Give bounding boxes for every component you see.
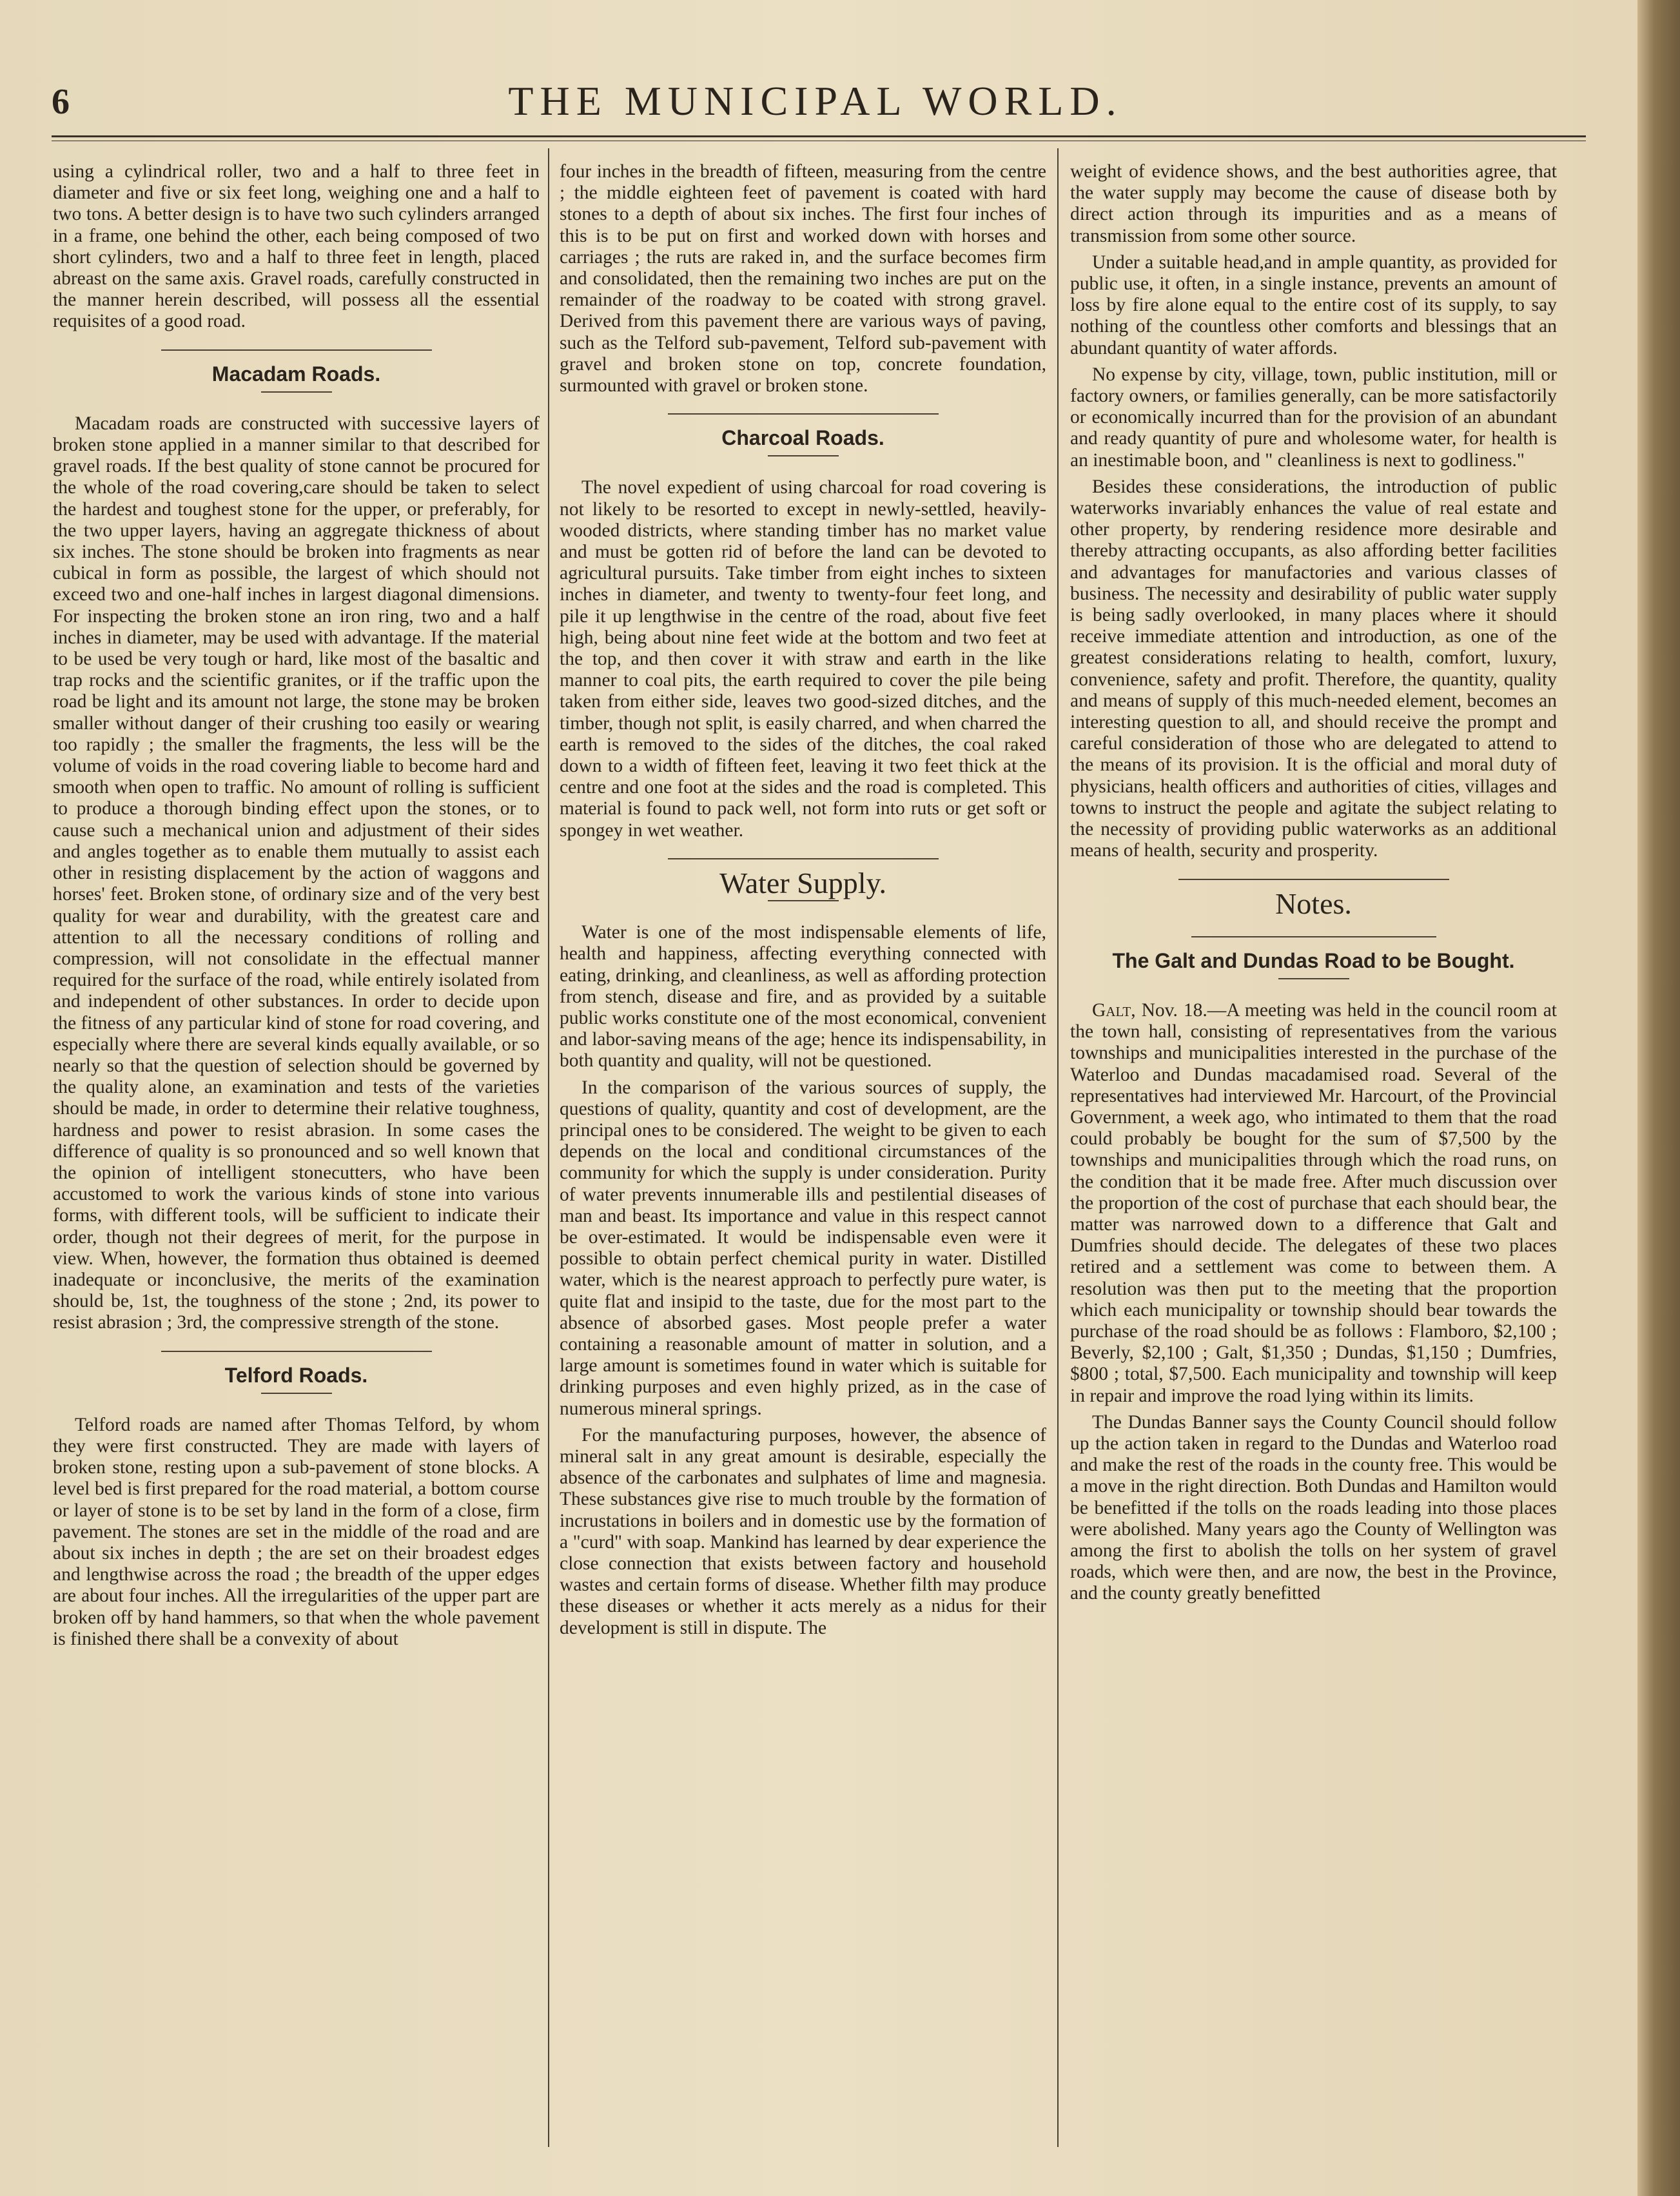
paragraph-water-7: Besides these considerations, the introduction of public waterworks invariably enhances the value of real estate and other property, by rendering residence more desirable and thereby attracting occupants, as also affording better facilities and advantages for manufactories and various classes of business. The necessity and desirability of public water supply is being sadly overlooked, in many places where it should receive immediate attention and introduction, as one of the greatest considerations relating to health, comfort, luxury, convenience, safety and profit. Therefore, the quantity, quality and means of supply of this much-needed element, becomes an interesting question to all, and should receive the prompt and careful consideration of those who are delegated to attend to the means of its provision. It is the official and moral duty of physicians, health officers and authorities of cities, villages and towns to instruct the people and agitate the subject relating to the necessity of providing public waterworks as an additional means of health, security and prosperity. bbox=[1070, 476, 1557, 861]
paragraph-charcoal: The novel expedient of using charcoal for road covering is not likely to be resorted to except in newly-settled, heavily-wooded districts, where standing timber has no market value and must be gotten rid of before the land can be devoted to agricultural pursuits. Take timber from eight inches to sixteen inches in diameter, and twenty to twenty-four feet long, and pile it up lengthwise in the centre of the road, about five feet high, being about nine feet wide at the bottom and two feet at the top, and then cover it with straw and earth in the like manner to coal pits, the earth required to cover the pile being taken from either side, leaves two good-sized ditches, and the timber, though not split, is easily charred, and when charred the earth is removed to the sides of the ditches, the coal raked down to a width of fifteen feet, leaving it two feet thick at the centre and one foot at the sides and the road is completed. This material is found to pack well, not form into ruts or get soft or spongey in wet weather. bbox=[560, 477, 1046, 841]
page-number: 6 bbox=[52, 82, 70, 122]
heading-underline bbox=[768, 900, 839, 901]
header-rule bbox=[52, 135, 1586, 137]
heading-telford-roads: Telford Roads. bbox=[224, 1363, 368, 1387]
paragraph-macadam: Macadam roads are constructed with successive layers of broken stone applied in a manner similar to that described for gravel roads. If the best quality of stone cannot be procured for the whole of the road covering,care should be taken to select the hardest and toughest stone for the upper, or preferably, for the two upper layers, having an aggregate thickness of about six inches. The stone should be broken into fragments as near cubical in form as possible, the largest of which should not exceed two and one-half inches in largest diagonal dimensions. For inspecting the broken stone an iron ring, two and a half inches in diameter, may be used with advantage. If the material to be used be very tough or hard, like most of the basaltic and trap rocks and the scientific granites, or if the traffic upon the road be light and its amount not large, the stone may be broken smaller without danger of their crushing too easily or wearing too rapidly ; the smaller the fragments, the less will be the volume of voids in the road covering liable to become hard and smooth when open to traffic. No amount of rolling is sufficient to produce a thorough binding effect upon the stones, or to cause such a mechanical union and adjustment of their sides and angles together as to enable them mutually to assist each other in resisting displacement by the action of waggons and horses' feet. Broken stone, of ordinary size and of the very best quality for wear and durability, with the greatest care and attention to all the necessary conditions of rolling and compression, will not consolidate in the effectual manner required for the surface of the road, while entirely isolated from and independent of other substances. In order to decide upon the fitness of any particular kind of stone for road covering, and especially where there are several kinds equally available, or so nearly so that the question of selection should be governed by the quality alone, an examination and tests of the varieties should be made, in order to determine their relative toughness, hardness and power to resist abrasion. In some cases the difference of quality is so pronounced and so well known that the opinion of intelligent stonecutters, who have been accustomed to work the various kinds of stone into various forms, with different tools, will be sufficient to indicate their order, though not their degrees of merit, for the purpose in view. When, however, the formation thus obtained is deemed inadequate or inconclusive, the merits of the examination should be, 1st, the toughness of the stone ; 2nd, its power to resist abrasion ; 3rd, the compressive strength of the stone. bbox=[53, 413, 540, 1333]
binding-edge bbox=[1637, 0, 1680, 2196]
paragraph-telford-cont: four inches in the breadth of fifteen, measuring from the centre ; the middle eighteen feet of pavement is coated with hard stones to a depth of about six inches. The first four inches of this is to be put on first and worked down with horses and carriages ; the ruts are raked in, and the surface becomes firm and consolidated, then the remaining two inches are put on the remainder of the roadway to be coated with strong gravel. Derived from this pavement there are various ways of paving, such as the Telford sub-pavement, Telford sub-pavement with gravel and broken stone on top, concrete foundation, surmounted with gravel or broken stone. bbox=[560, 161, 1046, 397]
paragraph-water-4: weight of evidence shows, and the best authorities agree, that the water supply may become the cause of disease both by direct action through its impurities and as a means of transmission from some other source. bbox=[1070, 161, 1557, 246]
column-divider bbox=[1057, 148, 1059, 2147]
heading-macadam-roads: Macadam Roads. bbox=[211, 362, 381, 386]
section-rule bbox=[668, 858, 939, 859]
heading-underline bbox=[1278, 978, 1349, 979]
heading-charcoal-roads: Charcoal Roads. bbox=[721, 426, 884, 450]
section-rule bbox=[161, 1351, 432, 1352]
paragraph-water-3: For the manufacturing purposes, however, the absence of mineral salt in any great amount is desirable, especially the absence of the carbonates and sulphates of lime and magnesia. These substances give rise to much trouble by the formation of incrustations in boilers and in domestic use by the formation of a "curd" with soap. Mankind has learned by dear experience the close connection that exists between factory and household wastes and certain forms of disease. Whether filth may produce these diseases or whether it acts merely as a nidus for their development is still in dispute. The bbox=[560, 1424, 1046, 1638]
paragraph-water-2: In the comparison of the various sources of supply, the questions of quality, quantity and cost of development, are the principal ones to be considered. The weight to be given to each depends on the local and conditional circumstances of the community for which the supply is under consideration. Purity of water prevents innumerable ills and pestilential diseases of man and beast. Its importance and value in this respect cannot be over-estimated. It would be indispensable even were it possible to obtain perfect chemical purity in water. Distilled water, which is the nearest approach to perfectly pure water, is quite flat and insipid to the taste, due for the most part to the absence of absorbed gases. Most people prefer a water containing a reasonable amount of matter in solution, and a large amount is sometimes found in water which is suitable for drinking purposes and even highly prized, as in the case of numerous mineral springs. bbox=[560, 1077, 1046, 1419]
section-rule bbox=[161, 349, 432, 351]
column-3 bbox=[1070, 161, 1557, 1610]
section-rule bbox=[1178, 879, 1449, 880]
heading-galt-dundas: The Galt and Dundas Road to be Bought. bbox=[1112, 948, 1515, 972]
column-2 bbox=[560, 161, 1046, 1644]
heading-underline bbox=[261, 1393, 332, 1394]
paragraph-galt-text: Nov. 18.—A meeting was held in the council room at the town hall, consisting of representatives from the various townships and municipalities interested in the purchase of the Waterloo and Dundas macadamised road. Several of the representatives had interviewed Mr. Harcourt, of the Provincial Government, a week ago, who intimated to them that the road could probably be bought for the sum of $7,500 by the townships and municipalities through which the road runs, on the condition that it be made free. After much discussion over the proportion of the cost of purchase that each should bear, the matter was narrowed down to a difference that Galt and Dumfries should decide. The delegates of these two places retired and a settlement was come to between them. A resolution was then put to the meeting that the proportion which each municipality or township should bear towards the purchase of the road should be as follows : Flamboro, $2,100 ; Beverly, $2,100 ; Galt, $1,350 ; Dundas, $1,150 ; Dumfries, $800 ; total, $7,500. Each municipality and township will keep in repair and improve the road lying within its limits. bbox=[1070, 999, 1557, 1406]
column-1 bbox=[53, 161, 540, 1655]
paragraph-banner: The Dundas Banner says the County Council should follow up the action taken in regard to the Dundas and Waterloo road and make the rest of the roads in the county free. This would be a move in the right direction. Both Dundas and Hamilton would be benefitted if the tolls on the roads leading into those places were abolished. Many years ago the County of Wellington was among the first to abolish the tolls on her system of gravel roads, which were then, and are now, the best in the Province, and the county greatly benefitted bbox=[1070, 1411, 1557, 1604]
paragraph-water-5: Under a suitable head,and in ample quantity, as provided for public use, it often, in a single instance, prevents an amount of loss by fire alone equal to the entire cost of its supply, to say nothing of the countless other comforts and blessings that an abundant quantity of water affords. bbox=[1070, 251, 1557, 358]
column-divider bbox=[548, 148, 549, 2147]
heading-underline bbox=[261, 391, 332, 393]
dateline: Galt, bbox=[1092, 999, 1136, 1021]
paragraph-water-6: No expense by city, village, town, public institution, mill or factory owners, or families generally, can be more satisfactorily or economically incurred than for the provision of an abundant and ready quantity of pure and wholesome water, for health is an inestimable boon, and " cleanliness is next to godliness." bbox=[1070, 364, 1557, 471]
paragraph-galt bbox=[1070, 1000, 1557, 1407]
page-header bbox=[45, 77, 1586, 135]
paragraph-telford: Telford roads are named after Thomas Telford, by whom they were first constructed. They are made with layers of broken stone, resting upon a sub-pavement of stone blocks. A level bed is first prepared for the road material, a bottom course or layer of stone is to be set by land in the form of a close, firm pavement. The stones are set in the middle of the road and are about six inches in depth ; the are set on their broadest edges and lengthwise across the road ; the breadth of the upper edges are about four inches. All the irregularities of the upper part are broken off by hand hammers, so that when the whole pavement is finished there shall be a convexity of about bbox=[53, 1414, 540, 1649]
section-rule bbox=[1191, 936, 1436, 937]
heading-underline bbox=[768, 455, 839, 456]
heading-notes: Notes. bbox=[1275, 887, 1352, 920]
paragraph-water-1: Water is one of the most indispensable elements of life, health and happiness, affecting everything connected with eating, drinking, and cleanliness, as well as affording protection from stench, disease and fire, and as provided by a suitable public works constitute one of the most economical, convenient and labor-saving means of the age; hence its indispensability, in both quantity and quality, will not be questioned. bbox=[560, 922, 1046, 1072]
masthead-title: THE MUNICIPAL WORLD. bbox=[508, 78, 1123, 124]
section-rule bbox=[668, 413, 939, 415]
heading-water-supply: Water Supply. bbox=[719, 866, 887, 899]
paragraph-gravel-end: using a cylindrical roller, two and a half to three feet in diameter and five or six feet long, weighing one and a half to two tons. A better design is to have two such cylinders arranged in a frame, one behind the other, each being composed of two short cylinders, two and a half to three feet in length, placed abreast on the same axis. Gravel roads, carefully constructed in the manner herein described, will possess all the essential requisites of a good road. bbox=[53, 161, 540, 332]
